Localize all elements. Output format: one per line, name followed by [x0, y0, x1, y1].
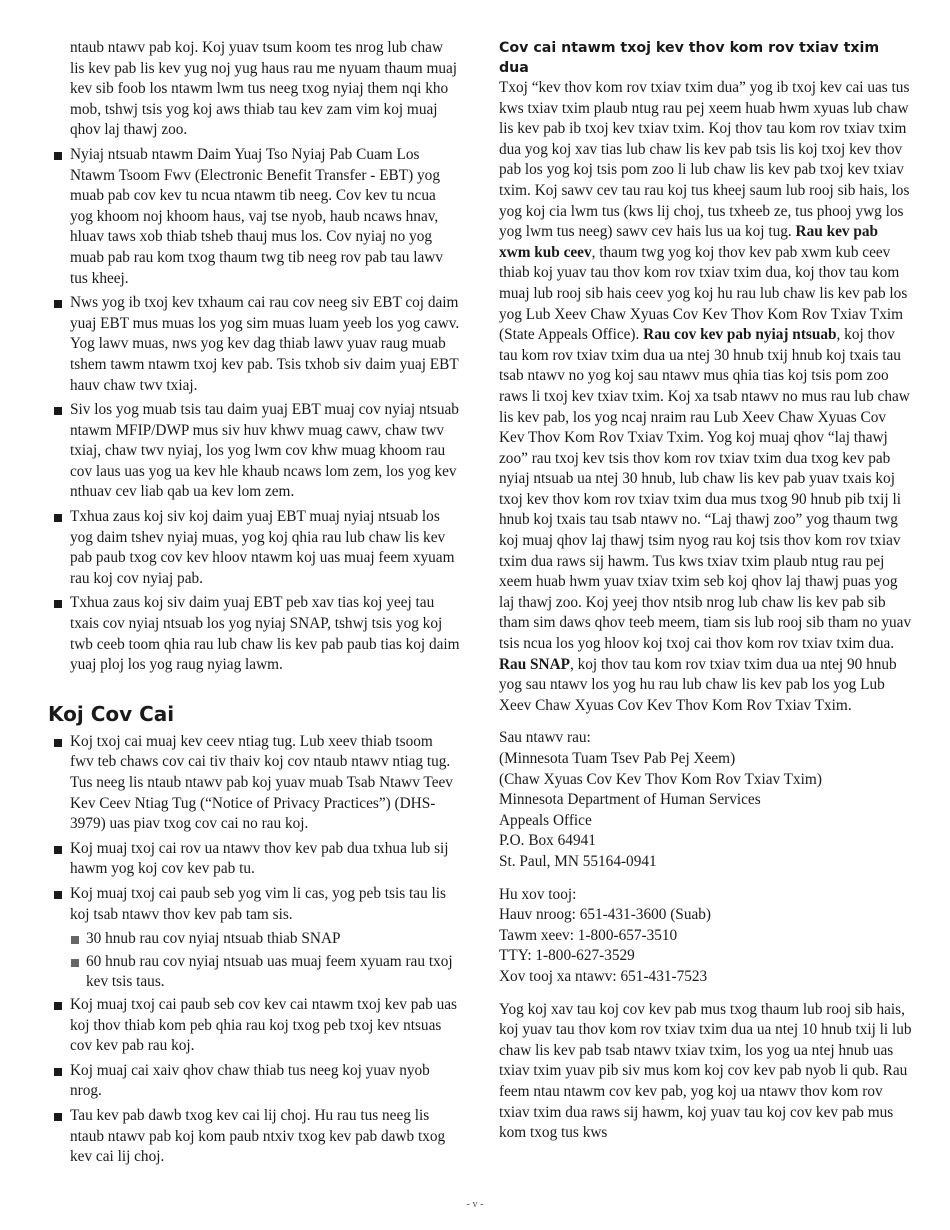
page-number: - v -: [466, 1199, 484, 1210]
sub-list-item: 60 hnub rau cov nyiaj ntsuab uas muaj feem xyuam rau txoj kev tsis taus.: [48, 952, 460, 993]
list-item: Tau kev pab dawb txog kev cai lij choj. Hu rau tus neeg lis ntaub ntawv pab koj kom paub ntxiv txog kev pab dawb txog kev cai lij choj.: [48, 1106, 460, 1168]
continued-benefits-paragraph: Yog koj xav tau koj cov kev pab mus txog thaum lub rooj sib hais, koj yuav tau thov kom rov txiav txim dua ua ntej 10 hnub txij li lub chaw lis kev pab tsab ntawv txiav txim, los yog ua ntej hnub uas txiav txim yuav pib siv mus kom koj cov kev pab nyob li qub. Rau feem ntau ntawm cov kev pab, yog koj ua ntawv thov kom rov txiav txim dua raws sij hawm, koj yuav tau koj cov kev pab mus kom txog tus kws: [499, 1000, 912, 1142]
intro-continuation: ntaub ntawv pab koj. Koj yuav tsum koom tes nrog lub chaw lis kev pab lis kev yug noj yug haus rau me nyuam thaum muaj kev sib foob los ntawm lwm tus neeg txog nyiaj them nqi kho mob, tshwj tsis yog koj aws thiab tau kev zam vim koj muaj qhov laj thawj zoo.: [70, 39, 458, 139]
section-heading-rights: Koj Cov Cai: [48, 701, 175, 726]
appeal-rights-heading: Cov cai ntawm txoj kev thov kom rov txiav txim dua: [499, 40, 880, 76]
list-item: Txhua zaus koj siv daim yuaj EBT peb xav tias koj yeej tau txais cov nyiaj ntsuab los yog nyiaj SNAP, tshwj tsis yog koj twb ceeb toom qhia rau lub chaw lis kev pab paub tias koj daim yuaj ploj los yog raug nyiag lawm.: [48, 593, 460, 675]
list-item: Nws yog ib txoj kev txhaum cai rau cov neeg siv EBT coj daim yuaj EBT mus muas los yog sim muas luam yeeb los yog cawv. Yog lawv muas, nws yog kev dag thiab lawv yuav raug muab tshem tawm ntawm txoj kev pab. Tsis txhob siv daim yuaj EBT hauv chaw twv txiaj.: [48, 293, 460, 396]
left-column: [48, 38, 460, 1172]
list-item: Koj muaj txoj cai paub seb cov kev cai ntawm txoj kev pab uas koj thov thiab kom peb qhia rau koj txog peb txoj kev ntsuas cov kev pab rau koj.: [48, 995, 460, 1057]
list-item: Nyiaj ntsuab ntawm Daim Yuaj Tso Nyiaj Pab Cuam Los Ntawm Tsoom Fwv (Electronic Benefit Transfer - EBT) yog muab pab cov kev tu ncua ntawm tib neeg. Cov kev tu ncua yog khoom noj khoom haus, vaj tse nyob, haub ncaws hnav, hluav taws xob thiab tsheb thauj mus los. Cov nyiaj no yog muab pab rau kom txog thaum twg tib neeg rov pab tau lawv tus kheej.: [48, 145, 460, 289]
phone-numbers: Hu xov tooj: Hauv nroog: 651-431-3600 (Suab) Tawm xeev: 1-800-657-3510 TTY: 1-800-627-3529 Xov tooj xa ntawv: 651-431-7523: [499, 885, 711, 985]
right-column: [499, 38, 913, 1144]
sub-list-item: 30 hnub rau cov nyiaj ntsuab thiab SNAP: [48, 929, 460, 950]
list-item: Koj muaj txoj cai paub seb yog vim li cas, yog peb tsis tau lis koj tsab ntawv thov kev pab tam sis.: [48, 884, 460, 925]
mailing-address: Sau ntawv rau: (Minnesota Tuam Tsev Pab Pej Xeem) (Chaw Xyuas Cov Kev Thov Kom Rov Txiav Txim) Minnesota Department of Human Services Appeals Office P.O. Box 64941 St. Paul, MN 55164-0941: [499, 729, 822, 870]
list-item: Txhua zaus koj siv koj daim yuaj EBT muaj nyiaj ntsuab los yog daim tshev nyiaj muas, yog koj qhia rau lub chaw lis kev pab paub txog cov kev hloov ntawm koj uas muaj feem xyuam rau koj cov nyiaj pab.: [48, 507, 460, 589]
list-item: Koj muaj txoj cai rov ua ntawv thov kev pab dua txhua lub sij hawm yog koj cov kev pab tu.: [48, 839, 460, 880]
appeal-rights-paragraph: Txoj “kev thov kom rov txiav txim dua” yog ib txoj kev cai uas tus kws txiav txim plaub ntug rau pej xeem huab hwm xyuas lub chaw lis kev pab ib txoj kev txiav txim. Koj thov tau kom rov txiav txim dua yog koj xav tias lub chaw lis kev pab tsis lis koj txoj kev thov pab los yog koj tsis pom zoo li lub chaw lis kev pab txoj kev txiav txim. Koj sawv cev tau rau koj tus kheej saum lub rooj sib hais, los yog koj cia lwm tus (kws lij choj, tus txheeb ze, tus phooj ywg los yog lwm tus neeg) sawv cev hais lus ua koj tug. Rau kev pab xwm kub ceev, thaum twg yog koj thov kev pab xwm kub ceev thiab koj yuav tau thov kom rov txiav txim dua, koj thov tau kom muaj lub rooj sib hais ceev yog koj hu rau lub chaw lis kev pab los yog Lub Xeev Chaw Xyuas Cov Kev Thov Kom Rov Txiav Txim (State Appeals Office). Rau cov kev pab nyiaj ntsuab, koj thov tau kom rov txiav txim dua ua ntej 30 hnub txij hnub koj txais tau tsab ntawv no yog koj sau ntawv mus qhia tias koj tsis pom zoo raws li txoj kev txiav txim. Koj xa tsab ntawv no mus rau lub chaw lis kev pab, los yog ncaj nraim rau Lub Xeev Chaw Xyuas Cov Kev Thov Kom Rov Txiav Txim. Yog koj muaj qhov “laj thawj zoo” rau txoj kev tsis thov kom rov txiav txim dua txog kev pab nyiaj ntsuab ua ntej 30 hnub, lub chaw lis kev pab yuav txais koj txoj kev thov kom rov txiav txim dua mus txog 90 hnub pib txij li hnub koj txais tau tsab ntawv no. “Laj thawj zoo” yog thaum twg koj muaj qhov laj thawj tsim nyog rau koj tsis thov kom rov txiav txim dua raws sij hawm. Tus kws txiav txim plaub ntug rau pej xeem huab hwm yuav txiav txim seb koj qhov laj thawj puas yog laj thawj zoo. Koj yeej thov ntsib nrog lub chaw lis kev pab sib tham sim daws qhov teeb meem, tiam sis lub rooj sib tham no yuav tsis ncua los yog hloov koj txoj cai thov kom rov txiav txim dua. Rau SNAP, koj thov tau kom rov txiav txim dua ua ntej 90 hnub yog sau ntawv los yog hu rau lub chaw lis kev pab los yog Lub Xeev Chaw Xyuas Cov Kev Thov Kom Rov Txiav Txim.: [499, 79, 912, 714]
list-item: Siv los yog muab tsis tau daim yuaj EBT muaj cov nyiaj ntsuab ntawm MFIP/DWP mus siv huv khwv muag cawv, chaw twv txiaj, chaw twv nyiaj, los yog lwm cov khw muag khoom rau cov laus uas yog ua kev hle khaub ncaws lom zem, los yog kev nthuav cev liab qab ua kev lom zem.: [48, 400, 460, 503]
list-item: Koj muaj cai xaiv qhov chaw thiab tus neeg koj yuav nyob nrog.: [48, 1061, 460, 1102]
list-item: Koj txoj cai muaj kev ceev ntiag tug. Lub xeev thiab tsoom fwv teb chaws cov cai tiv thaiv koj cov ntaub ntawv ntiag tug. Tus neeg lis ntaub ntawv pab koj yuav muab Tsab Ntawv Teev Kev Ceev Ntiag Tug (“Notice of Privacy Practices”) (DHS-3979) uas piav txog cov cai no rau koj.: [48, 732, 460, 835]
